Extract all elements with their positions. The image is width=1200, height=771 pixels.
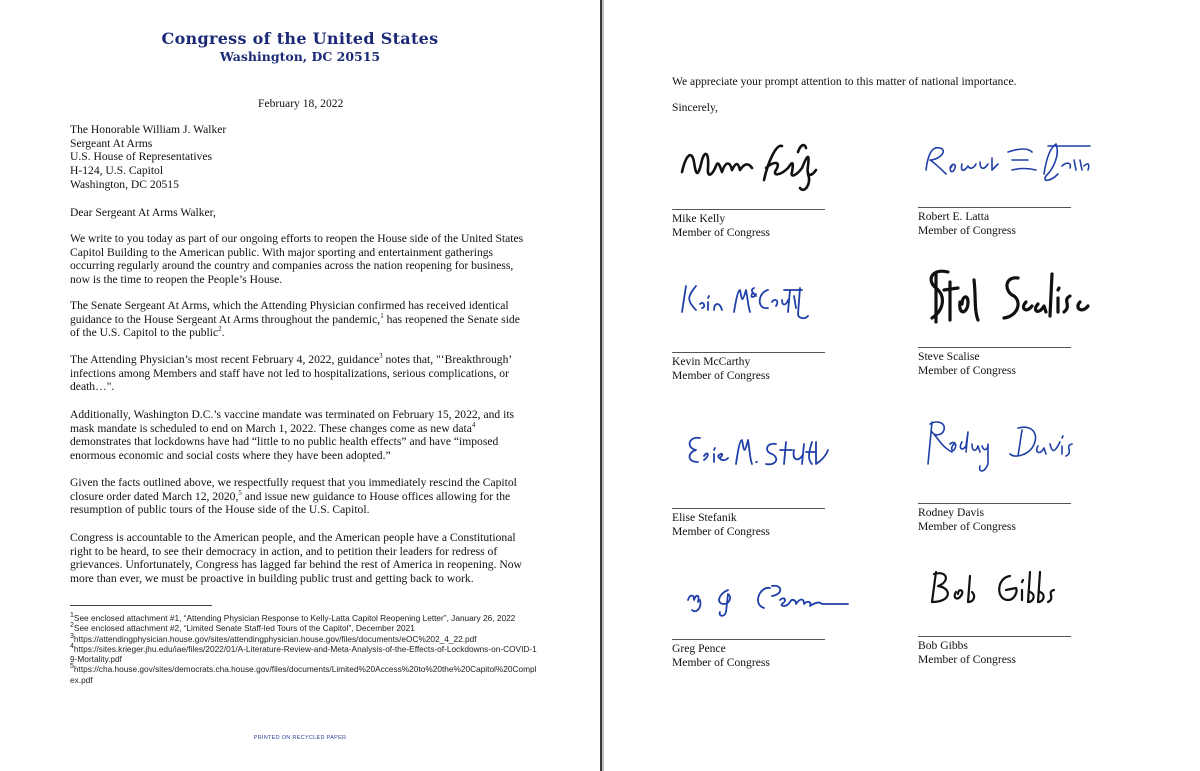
signatory-name: Kevin McCarthy [672,355,751,368]
footnote-number: 5 [70,663,74,671]
signature-rodney-davis [922,414,1092,484]
salutation: Dear Sergeant At Arms Walker, [70,206,216,219]
signature-mike-kelly [672,132,842,202]
signatory-name: Rodney Davis [918,506,985,519]
footnotes [70,613,540,685]
footnote [70,613,540,623]
footnote-ref: 1 [380,311,384,320]
footnote-text: See enclosed attachment #2, “Limited Senate Staff-led Tours of the Capitol”, December 2021 [73,623,415,634]
footnote-text: https://cha.house.gov/sites/democrats.cha.house.gov/files/documents/Limited%20Access%20to%20the%20Capitol%20Complex.pdf [70,664,537,685]
signature-line [672,209,825,210]
paragraph-4 [70,408,530,463]
signature-greg-pence [680,568,850,638]
paragraph-2 [70,299,530,340]
sign-off: Sincerely, [672,101,718,114]
footnote-number: 4 [70,643,74,651]
signatory-title: Member of Congress [918,653,1016,666]
signatory-title: Member of Congress [672,525,770,538]
signature-line [918,636,1071,637]
address-line: Sergeant At Arms [70,136,153,150]
footnote-ref: 3 [379,352,383,361]
closing-line: We appreciate your prompt attention to this matter of national importance. [672,75,1017,88]
address-line: Washington, DC 20515 [70,177,179,191]
paragraph-6: Congress is accountable to the American people, and the American people have a Constitutional right to be heard, to see their democracy in action, and to petition their leaders for redress of grievances. Unfortunately, Congress has lagged far behind the rest of America in reopening. Now more than ever, we must be proactive in building public trust and getting back to work. [70,531,522,586]
signature-line [918,207,1071,208]
footnote-ref: 4 [471,420,476,429]
footnote-text: https://attendingphysician.house.gov/sites/attendingphysician.house.gov/files/documents/eOC%202_4_22.pdf [73,633,477,644]
paragraph-1: We write to you today as part of our ongoing efforts to reopen the House side of the United States Capitol Building to the American public. With major sporting and entertainment gatherings occurring regularly around the country and companies across the nation reopening for business, now is the time to reopen the People’s House. [70,232,524,287]
signature-robert-latta [920,130,1090,200]
footnote-text: See enclosed attachment #1, “Attending Physician Response to Kelly-Latta Capitol Reopening Letter”, January 26, 2022 [73,613,516,623]
signatory-title: Member of Congress [672,656,770,669]
signatory-name: Steve Scalise [918,350,980,363]
signatory-name: Robert E. Latta [918,210,990,223]
paragraph-5-text: Given the facts outlined above, we respectfully request that you immediately rescind the Capitol closure order dated March 12, 2020, [70,476,517,503]
footnote [70,664,540,685]
signature-line [672,352,825,353]
paragraph-3-text: notes that, "‘Breakthrough’ infections among Members and staff have not led to hospitalizations, serious complications, or death…". [70,353,512,394]
paragraph-2-text: The Senate Sergeant At Arms, which the Attending Physician confirmed has received identical guidance to the House Sergeant At Arms throughout the pandemic, [70,299,509,326]
signatory-title: Member of Congress [672,226,770,239]
signatory-name: Mike Kelly [672,212,726,225]
signature-kevin-mccarthy [676,268,846,338]
signatory-title: Member of Congress [918,224,1016,237]
footnote [70,634,540,644]
signature-line [918,503,1071,504]
paragraph-2-text: . [221,326,225,340]
address-line: The Honorable William J. Walker [70,123,227,136]
footnote-divider [70,605,212,606]
paragraph-4-text: Additionally, Washington D.C.’s vaccine mandate was terminated on February 15, 2022, and its mask mandate is scheduled to end on March 1, 2022. These changes come as new data [70,408,515,435]
signature-bob-gibbs [922,562,1092,632]
signatory-name: Bob Gibbs [918,639,968,652]
paragraph-5-text: and issue new guidance to House offices allowing for the resumption of public tours of the House side of the U.S. Capitol. [70,489,511,517]
paragraph-4-text: demonstrates that lockdowns have had “little to no public health effects” and have “imposed enormous economic and social costs where they have been adopted.” [70,435,499,463]
signature-line [918,347,1071,348]
footnote-number: 2 [70,622,74,630]
signatory-title: Member of Congress [918,520,1016,533]
paragraph-3 [70,353,530,394]
footnote [70,644,540,665]
signature-line [672,639,825,640]
signatory-title: Member of Congress [672,369,770,382]
footnote-ref: 2 [218,325,222,334]
signature-line [672,508,825,509]
signatory-name: Greg Pence [672,642,726,655]
address-line: U.S. House of Representatives [70,150,212,164]
address-line: H-124, U.S. Capitol [70,164,164,178]
paragraph-5 [70,476,530,517]
signature-steve-scalise [922,262,1092,332]
paragraph-2-text: has reopened the Senate side of the U.S. Capitol to the public [70,312,520,340]
footnote-ref: 5 [238,488,242,497]
signatory-title: Member of Congress [918,364,1016,377]
signature-elise-stefanik [676,420,846,490]
letterhead-title: Congress of the United States [161,29,439,48]
footnote-number: 3 [70,632,74,640]
letter-date: February 18, 2022 [258,97,344,110]
footnote-number: 1 [70,612,74,620]
letterhead-subtitle: Washington, DC 20515 [219,49,381,64]
footnote [70,623,540,633]
recipient-address [70,123,530,192]
signatory-name: Elise Stefanik [672,511,737,524]
recycled-paper-notice: PRINTED ON RECYCLED PAPER [253,735,347,741]
paragraph-3-text: The Attending Physician’s most recent February 4, 2022, guidance [70,353,380,366]
footnote-text: https://sites.krieger.jhu.edu/iae/files/2022/01/A-Literature-Review-and-Meta-Analysis-of-the-Effects-of-Lockdowns-on-COVID-19-Mortality.pdf [70,643,537,665]
